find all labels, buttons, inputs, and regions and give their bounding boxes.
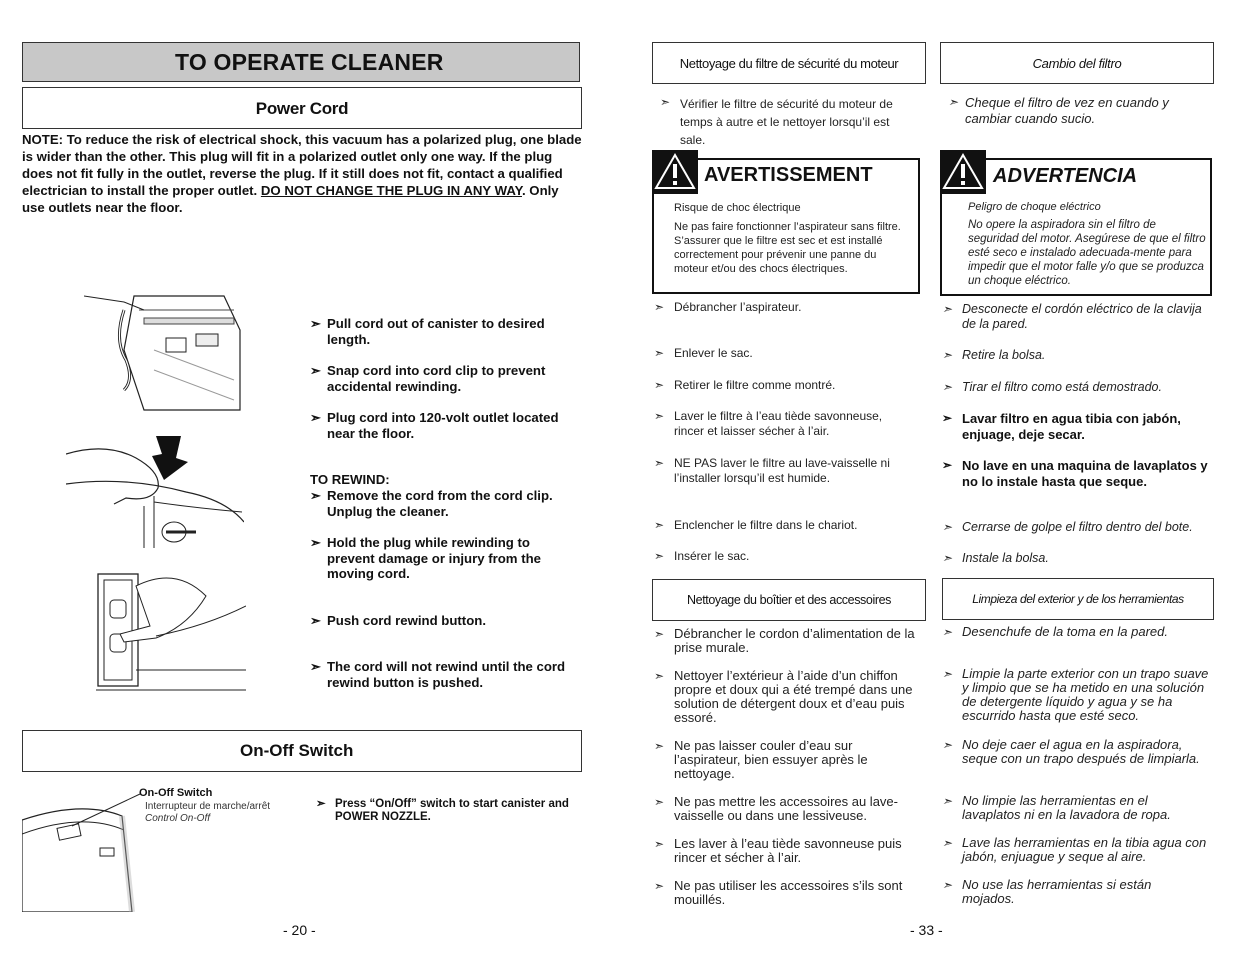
fr-exterior-heading-box <box>652 579 926 621</box>
arrow-bullet-icon: ➣ <box>654 549 665 563</box>
list-item <box>654 669 922 725</box>
item-text: Limpie la parte exterior con un trapo suave y limpio que se ha metido en una solución de detergente líquido y agua y se ha escurrido hasta que esté seco. <box>962 666 1209 723</box>
list-item <box>654 627 922 655</box>
list-item <box>310 363 580 394</box>
item-text: Tirar el filtro como está demostrado. <box>962 380 1162 394</box>
list-item <box>654 549 920 564</box>
item-text: No use las herramientas si están mojados. <box>962 877 1152 906</box>
arrow-bullet-icon: ➣ <box>660 95 671 109</box>
arrow-bullet-icon: ➣ <box>654 795 665 809</box>
list-item <box>654 518 920 533</box>
list-item <box>942 878 1212 906</box>
onoff-switch-illustration <box>22 790 142 912</box>
item-text: No deje caer el agua en la aspiradora, seque con un trapo después de limpiarla. <box>962 737 1200 766</box>
canister-cord-illustration <box>84 290 244 416</box>
arrow-bullet-icon: ➣ <box>310 613 322 628</box>
item-text: Ne pas laisser couler d’eau sur l’aspirateur, bien essuyer après le nettoyage. <box>674 738 868 781</box>
step-text: Plug cord into 120-volt outlet located near the floor. <box>327 410 559 441</box>
rewind-heading: TO REWIND: <box>310 472 390 487</box>
list-item <box>660 95 920 149</box>
arrow-bullet-icon: ➣ <box>654 518 665 532</box>
wall-outlet-illustration <box>96 566 246 692</box>
fr-warning-title: AVERTISSEMENT <box>704 164 873 186</box>
es-exterior-heading: Limpieza del exterior y de los herramientas <box>972 592 1184 606</box>
list-item <box>654 300 920 315</box>
arrow-bullet-icon: ➣ <box>310 659 322 674</box>
arrow-bullet-icon: ➣ <box>942 458 953 472</box>
arrow-bullet-icon: ➣ <box>942 380 953 394</box>
arrow-bullet-icon: ➣ <box>310 316 322 331</box>
step-text: Pull cord out of canister to desired length. <box>327 316 545 347</box>
page-title-bar <box>22 42 580 82</box>
item-text: Vérifier le filtre de sécurité du moteur de temps à autre et le nettoyer lorsqu’il est sale. <box>680 97 893 147</box>
arrow-bullet-icon: ➣ <box>654 456 665 470</box>
arrow-bullet-icon: ➣ <box>654 346 665 360</box>
list-item <box>942 411 1212 442</box>
item-text: Desenchufe de la toma en la pared. <box>962 624 1168 639</box>
arrow-bullet-icon: ➣ <box>942 551 953 565</box>
list-item <box>316 798 576 823</box>
arrow-bullet-icon: ➣ <box>942 794 953 808</box>
item-text: Enlever le sac. <box>674 346 753 360</box>
item-text: Débrancher le cordon d’alimentation de la prise murale. <box>674 626 915 655</box>
warning-triangle-icon <box>652 150 698 194</box>
cord-clip-hand-illustration <box>66 432 244 548</box>
arrow-bullet-icon: ➣ <box>942 520 953 534</box>
list-item <box>942 458 1212 489</box>
list-item <box>942 738 1212 766</box>
list-item <box>310 316 580 347</box>
item-text: No limpie las herramientas en el lavaplatos ni en la lavadora de ropa. <box>962 793 1171 822</box>
list-item <box>654 378 920 393</box>
item-text: Retirer le filtre comme montré. <box>674 378 836 392</box>
list-item <box>942 302 1212 331</box>
arrow-bullet-icon: ➣ <box>942 667 953 681</box>
item-text: Lavar filtro en agua tibia con jabón, enjuage, deje secar. <box>962 411 1181 442</box>
item-text: No lave en una maquina de lavaplatos y no lo instale hasta que seque. <box>962 458 1208 489</box>
warning-triangle-icon <box>940 150 986 194</box>
list-item <box>942 794 1212 822</box>
arrow-bullet-icon: ➣ <box>942 348 953 362</box>
step-text: Snap cord into cord clip to prevent accidental rewinding. <box>327 363 546 394</box>
fr-warning-body: Ne pas faire fonctionner l’aspirateur sans filtre. S’assurer que le filtre est sec et est installé correctement pour prévenir une panne du moteur et/ou des chocs électriques. <box>674 221 901 275</box>
item-text: Lave las herramientas en la tibia agua con jabón, enjuague y seque al aire. <box>962 835 1207 864</box>
arrow-bullet-icon: ➣ <box>942 625 953 639</box>
arrow-bullet-icon: ➣ <box>942 878 953 892</box>
list-item <box>310 659 580 690</box>
page-number-left: - 20 - <box>283 922 316 938</box>
list-item <box>942 348 1212 363</box>
arrow-bullet-icon: ➣ <box>654 378 665 392</box>
fr-warning-sub: Risque de choc électrique <box>674 202 801 214</box>
arrow-bullet-icon: ➣ <box>654 879 665 893</box>
es-filter-heading-box <box>940 42 1214 84</box>
arrow-bullet-icon: ➣ <box>948 95 959 109</box>
polarized-plug-note <box>22 131 582 216</box>
es-warning-body: No opere la aspiradora sin el filtro de seguridad del motor. Asegúrese de que el filtro esté seco e instalado adecuada-mente para impedir que el motor falle y/o que se produzca un choque eléctrico. <box>968 219 1206 287</box>
item-text: Retire la bolsa. <box>962 348 1046 362</box>
arrow-bullet-icon: ➣ <box>654 409 665 423</box>
es-exterior-heading-box <box>942 578 1214 620</box>
list-item <box>310 488 580 519</box>
step-text: Remove the cord from the cord clip. Unplug the cleaner. <box>327 488 553 519</box>
arrow-bullet-icon: ➣ <box>316 798 326 810</box>
fr-filter-heading: Nettoyage du filtre de sécurité du moteur <box>679 56 899 71</box>
onoff-label-en: On-Off Switch <box>139 787 213 799</box>
list-item <box>942 836 1212 864</box>
list-item <box>654 409 920 439</box>
arrow-bullet-icon: ➣ <box>942 836 953 850</box>
item-text: NE PAS laver le filtre au lave-vaisselle ni l’installer lorsqu’il est humide. <box>674 456 890 485</box>
es-filter-heading: Cambio del filtro <box>1032 56 1122 71</box>
item-text: Insérer le sac. <box>674 549 750 563</box>
arrow-bullet-icon: ➣ <box>310 488 322 503</box>
item-text: Cerrarse de golpe el filtro dentro del bote. <box>962 520 1193 534</box>
power-cord-heading-box <box>22 87 582 129</box>
list-item <box>942 625 1212 639</box>
es-warning-title: ADVERTENCIA <box>993 165 1138 187</box>
note-text: NOTE: To reduce the risk of electrical shock, this vacuum has a polarized plug, one blade is wider than the other. This plug will fit in a polarized outlet only one way. If the plug does not fit fully in the outlet, reverse the plug. If it still does not fit, contact a qualified electrician to install the proper outlet. <box>22 132 582 198</box>
onoff-heading-box <box>22 730 582 772</box>
arrow-bullet-icon: ➣ <box>310 363 322 378</box>
list-item <box>654 879 922 907</box>
arrow-bullet-icon: ➣ <box>310 410 322 425</box>
item-text: Enclencher le filtre dans le chariot. <box>674 518 858 532</box>
arrow-bullet-icon: ➣ <box>654 837 665 851</box>
arrow-bullet-icon: ➣ <box>310 535 322 550</box>
item-text: Desconecte el cordón eléctrico de la clavija de la pared. <box>962 302 1202 331</box>
fr-exterior-heading: Nettoyage du boîtier et des accessoires <box>687 593 891 607</box>
fr-filter-heading-box <box>652 42 926 84</box>
list-item <box>654 739 922 781</box>
item-text: Instale la bolsa. <box>962 551 1049 565</box>
arrow-bullet-icon: ➣ <box>654 300 665 314</box>
item-text: Cheque el filtro de vez en cuando y cambiar cuando sucio. <box>965 95 1169 126</box>
list-item <box>310 410 580 441</box>
arrow-bullet-icon: ➣ <box>942 738 953 752</box>
page-number-right: - 33 - <box>910 922 943 938</box>
note-suffix: . Only use outlets near the floor. <box>22 183 559 215</box>
item-text: Ne pas mettre les accessoires au lave-vaisselle ou dans une lessiveuse. <box>674 794 898 823</box>
arrow-bullet-icon: ➣ <box>654 669 665 683</box>
onoff-label-fr: Interrupteur de marche/arrêt <box>145 801 271 812</box>
arrow-bullet-icon: ➣ <box>942 302 953 316</box>
arrow-bullet-icon: ➣ <box>654 739 665 753</box>
page-title: TO OPERATE CLEANER <box>175 49 444 75</box>
arrow-bullet-icon: ➣ <box>942 411 953 425</box>
list-item <box>654 346 920 361</box>
item-text: Les laver à l’eau tiède savonneuse puis rincer et sécher à l’air. <box>674 836 902 865</box>
es-warning-sub: Peligro de choque eléctrico <box>968 201 1101 213</box>
item-text: Ne pas utiliser les accessoires s’ils sont mouillés. <box>674 878 903 907</box>
list-item <box>654 456 920 486</box>
onoff-heading: On-Off Switch <box>240 741 354 760</box>
item-text: Nettoyer l’extérieur à l’aide d’un chiffon propre et doux qui a été trempé dans une solution de détergent doux et d’eau puis essoré. <box>674 668 913 725</box>
list-item <box>310 613 580 629</box>
list-item <box>942 667 1212 723</box>
item-text: Laver le filtre à l’eau tiède savonneuse, rincer et laisser sécher à l’air. <box>674 409 883 438</box>
list-item <box>310 535 580 582</box>
list-item <box>942 520 1212 535</box>
list-item <box>942 551 1212 566</box>
step-text: Press “On/Off” switch to start canister and POWER NOZZLE. <box>335 798 569 823</box>
step-text: Push cord rewind button. <box>327 613 486 628</box>
list-item <box>654 837 922 865</box>
note-underlined: DO NOT CHANGE THE PLUG IN ANY WAY <box>260 183 522 198</box>
step-text: The cord will not rewind until the cord rewind button is pushed. <box>327 659 566 690</box>
list-item <box>942 380 1212 395</box>
list-item <box>654 795 922 823</box>
power-cord-heading: Power Cord <box>255 99 349 118</box>
arrow-bullet-icon: ➣ <box>654 627 665 641</box>
onoff-label-es: Control On-Off <box>145 813 211 824</box>
item-text: Débrancher l’aspirateur. <box>674 300 802 314</box>
step-text: Hold the plug while rewinding to prevent damage or injury from the moving cord. <box>327 535 541 582</box>
list-item <box>948 95 1208 127</box>
